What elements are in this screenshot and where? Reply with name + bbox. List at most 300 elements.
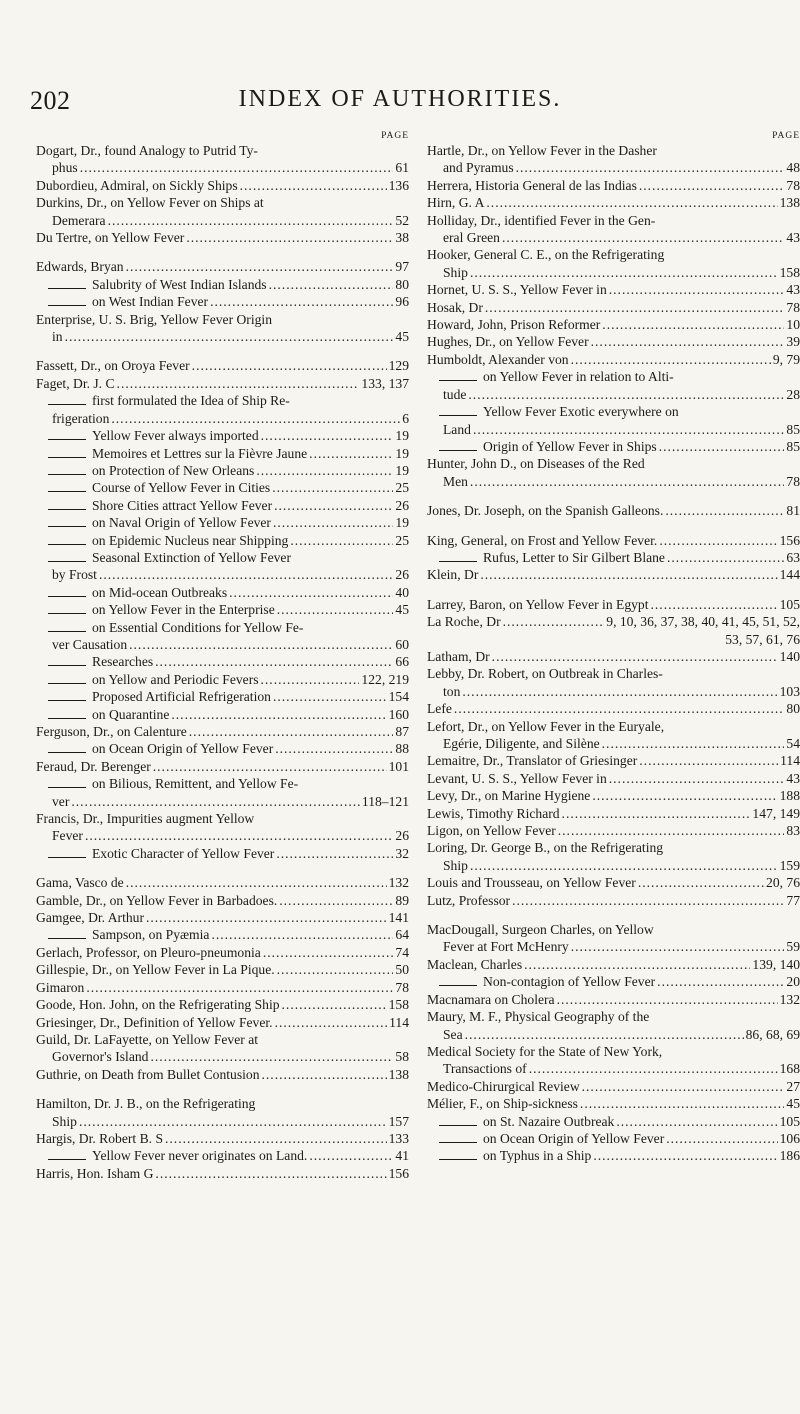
page-column-label: PAGE — [381, 131, 409, 141]
index-entry — [427, 455, 800, 490]
entry-text: Memoires et Lettres sur la Fièvre Jaune — [92, 445, 308, 461]
dot-leader — [465, 1026, 744, 1043]
dot-leader — [665, 502, 784, 519]
entry-text: frigeration — [52, 410, 110, 426]
entry-text: Ship — [443, 264, 468, 280]
index-subentry — [427, 438, 800, 455]
dot-leader — [126, 258, 394, 275]
ditto-dash — [48, 596, 86, 597]
page-reference: 85 — [786, 438, 800, 454]
index-subentry — [427, 1113, 800, 1130]
ditto-dash — [48, 857, 86, 858]
ditto-dash — [48, 491, 86, 492]
page-reference: 50 — [395, 962, 409, 978]
entry-text: Gimaron — [36, 979, 85, 995]
page-reference: 6 — [402, 410, 409, 426]
index-entry — [36, 142, 409, 177]
index-entry — [427, 787, 800, 804]
dot-leader — [592, 787, 777, 804]
entry-text: in — [52, 329, 63, 345]
dot-leader — [557, 991, 778, 1008]
index-entry — [427, 532, 800, 549]
ditto-dash — [48, 474, 86, 475]
index-entry — [427, 1043, 800, 1078]
dot-leader — [129, 636, 393, 653]
index-entry — [36, 909, 409, 926]
entry-text: on Essential Conditions for Yellow Fe- — [92, 619, 304, 635]
dot-leader — [309, 445, 393, 462]
page-reference: 159 — [779, 857, 800, 873]
dot-leader — [65, 328, 394, 345]
dot-leader — [593, 1147, 777, 1164]
entry-text: by Frost — [52, 567, 97, 583]
entry-text: on St. Nazaire Outbreak — [483, 1113, 615, 1129]
dot-leader — [171, 706, 386, 723]
entry-text: Edwards, Bryan — [36, 259, 124, 275]
ditto-dash — [48, 509, 86, 510]
ditto-dash — [48, 288, 86, 289]
entry-text: Loring, Dr. George B., on the Refrigerating — [427, 840, 664, 856]
ditto-dash — [48, 457, 86, 458]
page-reference: 188 — [779, 788, 800, 804]
ditto-dash — [439, 415, 477, 416]
index-entry — [36, 944, 409, 961]
ditto-dash — [439, 1142, 477, 1143]
index-subentry — [36, 688, 409, 705]
page-reference: 136 — [388, 177, 409, 193]
entry-text: Du Tertre, on Yellow Fever — [36, 230, 185, 246]
index-subentry — [36, 653, 409, 670]
index-entry — [36, 1031, 409, 1066]
page-reference: 54 — [786, 736, 800, 751]
dot-leader — [309, 1147, 393, 1164]
entry-text: Origin of Yellow Fever in Ships — [483, 438, 657, 454]
entry-text: Ligon, on Yellow Fever — [427, 823, 556, 839]
page-reference: 58 — [395, 1049, 409, 1065]
dot-leader — [155, 1165, 386, 1182]
index-entry — [427, 956, 800, 973]
page-reference: 25 — [395, 480, 409, 496]
page-reference: 129 — [388, 358, 409, 374]
page-reference: 32 — [395, 845, 409, 861]
page-reference: 60 — [395, 636, 409, 652]
page-reference: 154 — [388, 689, 409, 705]
entry-text: Medical Society for the State of New York, — [427, 1043, 663, 1059]
page-reference: 118–121 — [361, 793, 409, 809]
index-entry — [36, 375, 409, 392]
index-entry — [427, 177, 800, 194]
ditto-dash — [439, 380, 477, 381]
dot-leader — [591, 333, 785, 350]
dot-leader — [503, 613, 605, 630]
index-subentry — [36, 619, 409, 654]
entry-text: Lefort, Dr., on Yellow Fever in the Euryale, — [427, 718, 665, 734]
dot-leader — [282, 996, 387, 1013]
entry-text: Hirn, G. A — [427, 195, 485, 211]
entry-text: Hargis, Dr. Robert B. S — [36, 1130, 164, 1146]
page-reference: 9, 79 — [772, 351, 800, 367]
entry-text: Gamble, Dr., on Yellow Fever in Barbadoes. — [36, 892, 278, 908]
entry-text: Mélier, F., on Ship-sickness — [427, 1096, 578, 1112]
index-entry — [36, 758, 409, 775]
page-number: 202 — [30, 86, 71, 115]
index-subentry — [36, 462, 409, 479]
section-gap — [36, 246, 409, 258]
entry-text: Enterprise, U. S. Brig, Yellow Fever Origin — [36, 311, 272, 327]
ditto-dash — [48, 613, 86, 614]
index-entry — [36, 996, 409, 1013]
page-reference: 86, 68, 69 — [745, 1026, 800, 1042]
entry-text: Hamilton, Dr. J. B., on the Refrigerating — [36, 1096, 256, 1112]
entry-text: Dogart, Dr., found Analogy to Putrid Ty- — [36, 143, 258, 158]
page-reference: 158 — [779, 264, 800, 280]
page-reference: 78 — [786, 473, 800, 489]
index-subentry — [36, 276, 409, 293]
entry-text: ton — [443, 683, 461, 699]
index-entry — [427, 874, 800, 891]
index-entry — [427, 1095, 800, 1112]
entry-text: on West Indian Fever — [92, 294, 209, 310]
entry-text: Feraud, Dr. Berenger — [36, 758, 151, 774]
entry-text: Researches — [92, 654, 154, 670]
index-subentry — [36, 293, 409, 310]
index-entry-list — [36, 142, 409, 1182]
dot-leader — [571, 351, 771, 368]
page-reference: 43 — [786, 770, 800, 786]
index-entry — [427, 1008, 800, 1043]
page-reference: 59 — [786, 939, 800, 955]
entry-text: Proposed Artificial Refrigeration — [92, 689, 271, 705]
entry-text: Ship — [52, 1113, 77, 1129]
entry-text: Ferguson, Dr., on Calenture — [36, 724, 187, 739]
dot-leader — [269, 276, 394, 293]
ditto-dash — [439, 1125, 477, 1126]
index-subentry — [427, 403, 800, 438]
index-entry — [36, 979, 409, 996]
index-subentry — [36, 740, 409, 757]
page-reference: 157 — [388, 1113, 409, 1129]
page-reference: 20 — [786, 974, 800, 990]
index-entry — [427, 991, 800, 1008]
dot-leader — [470, 857, 778, 874]
dot-leader — [240, 177, 387, 194]
entry-text: Non-contagion of Yellow Fever — [483, 974, 656, 990]
dot-leader — [273, 514, 393, 531]
page-reference: 101 — [388, 758, 409, 774]
entry-text: Guild, Dr. LaFayette, on Yellow Fever at — [36, 1031, 258, 1047]
entry-text: Lutz, Professor — [427, 892, 511, 908]
entry-text: Fever at Fort McHenry — [443, 939, 569, 955]
page-reference: 147, 149 — [752, 805, 800, 821]
section-gap — [427, 584, 800, 596]
dot-leader — [261, 671, 360, 688]
dot-leader — [616, 1113, 777, 1130]
entry-text: Lemaitre, Dr., Translator of Griesinger — [427, 753, 638, 769]
page-reference: 64 — [395, 927, 409, 943]
index-entry — [36, 1066, 409, 1083]
index-entry — [36, 1095, 409, 1130]
entry-text: on Ocean Origin of Yellow Fever — [483, 1130, 665, 1146]
entry-text: Faget, Dr. J. C — [36, 375, 115, 391]
index-entry — [427, 718, 800, 753]
entry-text: Fever — [52, 828, 83, 844]
index-entry — [36, 961, 409, 978]
entry-text: Exotic Character of Yellow Fever — [92, 845, 275, 861]
entry-text: Land — [443, 421, 471, 437]
page-reference: 114 — [389, 1014, 409, 1030]
page-reference: 39 — [786, 334, 800, 350]
entry-text: Hooker, General C. E., on the Refrigerating — [427, 247, 665, 263]
entry-text: Lebby, Dr. Robert, on Outbreak in Charles- — [427, 666, 663, 682]
entry-text: Ship — [443, 857, 468, 873]
entry-text: Sea — [443, 1026, 463, 1042]
entry-text: Levant, U. S. S., Yellow Fever in — [427, 770, 607, 786]
entry-text: Durkins, Dr., on Yellow Fever on Ships at — [36, 195, 264, 211]
page-reference: 9, 10, 36, 37, 38, 40, 41, 45, 51, 52, — [606, 614, 800, 630]
entry-text: MacDougall, Surgeon Charles, on Yellow — [427, 922, 654, 938]
dot-leader — [277, 961, 394, 978]
ditto-dash — [439, 450, 477, 451]
entry-text: Francis, Dr., Impurities augment Yellow — [36, 811, 255, 827]
dot-leader — [529, 1060, 778, 1077]
dot-leader — [80, 159, 394, 176]
page-reference: 19 — [395, 428, 409, 444]
ditto-dash — [439, 561, 477, 562]
index-subentry — [427, 549, 800, 566]
page-reference: 80 — [395, 276, 409, 292]
index-entry — [427, 281, 800, 298]
index-subentry — [36, 601, 409, 618]
running-title: INDEX OF AUTHORITIES. — [238, 86, 562, 112]
right-column — [427, 130, 800, 1165]
ditto-dash — [48, 938, 86, 939]
entry-text: Macnamara on Cholera — [427, 991, 555, 1007]
index-entry — [427, 212, 800, 247]
index-entry — [427, 351, 800, 368]
ditto-dash — [439, 1159, 477, 1160]
page-reference: 158 — [388, 997, 409, 1013]
page-reference: 141 — [388, 910, 409, 926]
index-entry — [36, 357, 409, 374]
index-subentry — [427, 1130, 800, 1147]
section-gap — [36, 1083, 409, 1095]
index-entry — [427, 805, 800, 822]
index-entry — [427, 596, 800, 613]
page-reference: 88 — [395, 741, 409, 757]
entry-text: on Naval Origin of Yellow Fever — [92, 515, 271, 531]
dot-leader — [275, 740, 393, 757]
page-reference: 38 — [395, 230, 409, 246]
page-reference: 89 — [395, 892, 409, 908]
ditto-dash — [48, 752, 86, 753]
entry-text: Hartle, Dr., on Yellow Fever in the Dasher — [427, 143, 657, 158]
dot-leader — [524, 956, 750, 973]
page-reference: 103 — [779, 683, 800, 699]
page-reference: 106 — [779, 1130, 800, 1146]
dot-leader — [651, 596, 778, 613]
page-reference: 19 — [395, 515, 409, 531]
entry-text: Seasonal Extinction of Yellow Fever — [92, 549, 291, 565]
ditto-dash — [48, 718, 86, 719]
dot-leader — [273, 688, 387, 705]
index-entry — [36, 258, 409, 275]
dot-leader — [558, 822, 785, 839]
dot-leader — [189, 723, 394, 740]
entry-text: ver Causation — [52, 636, 128, 652]
index-entry — [427, 566, 800, 583]
entry-text: Hosak, Dr — [427, 299, 483, 315]
entry-text: Sampson, on Pyæmia — [92, 927, 210, 943]
entry-text: Guthrie, on Death from Bullet Contusion — [36, 1066, 260, 1082]
page-reference: 80 — [786, 701, 800, 717]
page-reference: 61 — [395, 160, 409, 176]
index-subentry — [36, 514, 409, 531]
page-reference: 19 — [395, 445, 409, 461]
entry-text: ver — [52, 793, 70, 809]
index-entry — [427, 502, 800, 519]
index-subentry — [427, 368, 800, 403]
dot-leader — [146, 909, 387, 926]
page-reference: 78 — [786, 299, 800, 315]
index-entry — [427, 613, 800, 648]
dot-leader — [186, 229, 393, 246]
page-reference: 43 — [786, 230, 800, 246]
page-reference: 45 — [395, 329, 409, 345]
entry-text: and Pyramus — [443, 160, 514, 176]
index-subentry — [36, 845, 409, 862]
page-reference: 85 — [786, 421, 800, 437]
entry-text: King, General, on Frost and Yellow Fever. — [427, 532, 658, 548]
entry-text: Governor's Island — [52, 1049, 149, 1065]
dot-leader — [290, 532, 393, 549]
entry-text: Howard, John, Prison Reformer — [427, 317, 601, 333]
entry-text: Herrera, Historia General de las Indias — [427, 177, 637, 193]
page-reference: 28 — [786, 386, 800, 402]
page-reference: 26 — [395, 828, 409, 844]
entry-text: on Ocean Origin of Yellow Fever — [92, 741, 274, 757]
page-reference: 114 — [780, 753, 800, 769]
entry-text: Salubrity of West Indian Islands — [92, 276, 267, 292]
page-reference: 133 — [388, 1130, 409, 1146]
index-subentry — [427, 1147, 800, 1164]
index-entry-list — [427, 142, 800, 1165]
entry-text: Holliday, Dr., identified Fever in the Gen- — [427, 212, 656, 228]
dot-leader — [256, 462, 393, 479]
index-entry — [427, 892, 800, 909]
dot-leader — [274, 497, 393, 514]
dot-leader — [111, 410, 400, 427]
dot-leader — [276, 845, 393, 862]
index-entry — [427, 770, 800, 787]
index-entry — [36, 1130, 409, 1147]
page-column-label: PAGE — [772, 131, 800, 141]
entry-text: Dubordieu, Admiral, on Sickly Ships — [36, 177, 238, 193]
section-gap — [427, 909, 800, 921]
entry-text: Hunter, John D., on Diseases of the Red — [427, 456, 645, 472]
ditto-dash — [48, 439, 86, 440]
dot-leader — [210, 293, 393, 310]
page-reference: 140 — [779, 648, 800, 664]
index-entry — [36, 194, 409, 229]
index-entry — [427, 839, 800, 874]
dot-leader — [580, 1095, 784, 1112]
page-reference: 74 — [395, 944, 409, 960]
page-reference: 96 — [395, 294, 409, 310]
dot-leader — [126, 874, 387, 891]
page-reference: 97 — [395, 259, 409, 275]
index-entry — [427, 822, 800, 839]
entry-text: Men — [443, 473, 468, 489]
dot-leader — [99, 566, 393, 583]
index-subentry — [427, 973, 800, 990]
dot-leader — [462, 683, 777, 700]
index-entry — [427, 246, 800, 281]
entry-text: Klein, Dr — [427, 567, 479, 583]
index-entry — [427, 142, 800, 177]
page-reference: 45 — [786, 1096, 800, 1112]
dot-leader — [117, 375, 360, 392]
ditto-dash — [48, 561, 86, 562]
page-reference: 26 — [395, 497, 409, 513]
entry-text: on Yellow and Periodic Fevers — [92, 671, 259, 687]
entry-text: on Yellow Fever in the Enterprise — [92, 602, 275, 618]
entry-text: Yellow Fever never originates on Land. — [92, 1148, 308, 1164]
index-entry — [427, 194, 800, 211]
page-reference: 27 — [786, 1078, 800, 1094]
index-entry — [427, 665, 800, 700]
entry-text: Egérie, Diligente, and Silène — [443, 736, 600, 751]
entry-text: on Quarantine — [92, 706, 170, 722]
page-reference: 43 — [786, 282, 800, 298]
dot-leader — [639, 752, 778, 769]
entry-text: Jones, Dr. Joseph, on the Spanish Galleons. — [427, 503, 664, 519]
dot-leader — [262, 1066, 387, 1083]
dot-leader — [486, 194, 777, 211]
entry-text: on Yellow Fever in relation to Alti- — [483, 369, 674, 385]
index-entry — [36, 723, 409, 740]
entry-text: Yellow Fever Exotic everywhere on — [483, 404, 679, 420]
dot-leader — [211, 926, 393, 943]
index-entry — [427, 648, 800, 665]
page-reference: 78 — [395, 979, 409, 995]
dot-leader — [571, 938, 785, 955]
page-reference: 168 — [779, 1061, 800, 1077]
ditto-dash — [48, 700, 86, 701]
index-entry — [36, 1014, 409, 1031]
page-reference: 105 — [779, 1113, 800, 1129]
ditto-dash — [48, 665, 86, 666]
page-reference: 160 — [388, 706, 409, 722]
page-reference-continued: 53, 57, 61, 76 — [725, 631, 800, 647]
entry-text: Gama, Vasco de — [36, 875, 124, 891]
page-reference: 48 — [786, 160, 800, 176]
entry-text: Lewis, Timothy Richard — [427, 805, 560, 821]
entry-text: Louis and Trousseau, on Yellow Fever — [427, 875, 636, 891]
dot-leader — [261, 427, 394, 444]
dot-leader — [602, 735, 785, 752]
index-subentry — [36, 706, 409, 723]
index-subentry — [36, 392, 409, 427]
page-reference: 156 — [779, 532, 800, 548]
dot-leader — [470, 473, 784, 490]
page-reference: 26 — [395, 567, 409, 583]
page-reference: 52 — [395, 212, 409, 228]
entry-text: Maury, M. F., Physical Geography of the — [427, 1009, 650, 1025]
entry-text: Shore Cities attract Yellow Fever — [92, 497, 273, 513]
index-entry — [36, 810, 409, 845]
entry-text: Griesinger, Dr., Definition of Yellow Fever. — [36, 1014, 273, 1030]
page-reference: 66 — [395, 654, 409, 670]
